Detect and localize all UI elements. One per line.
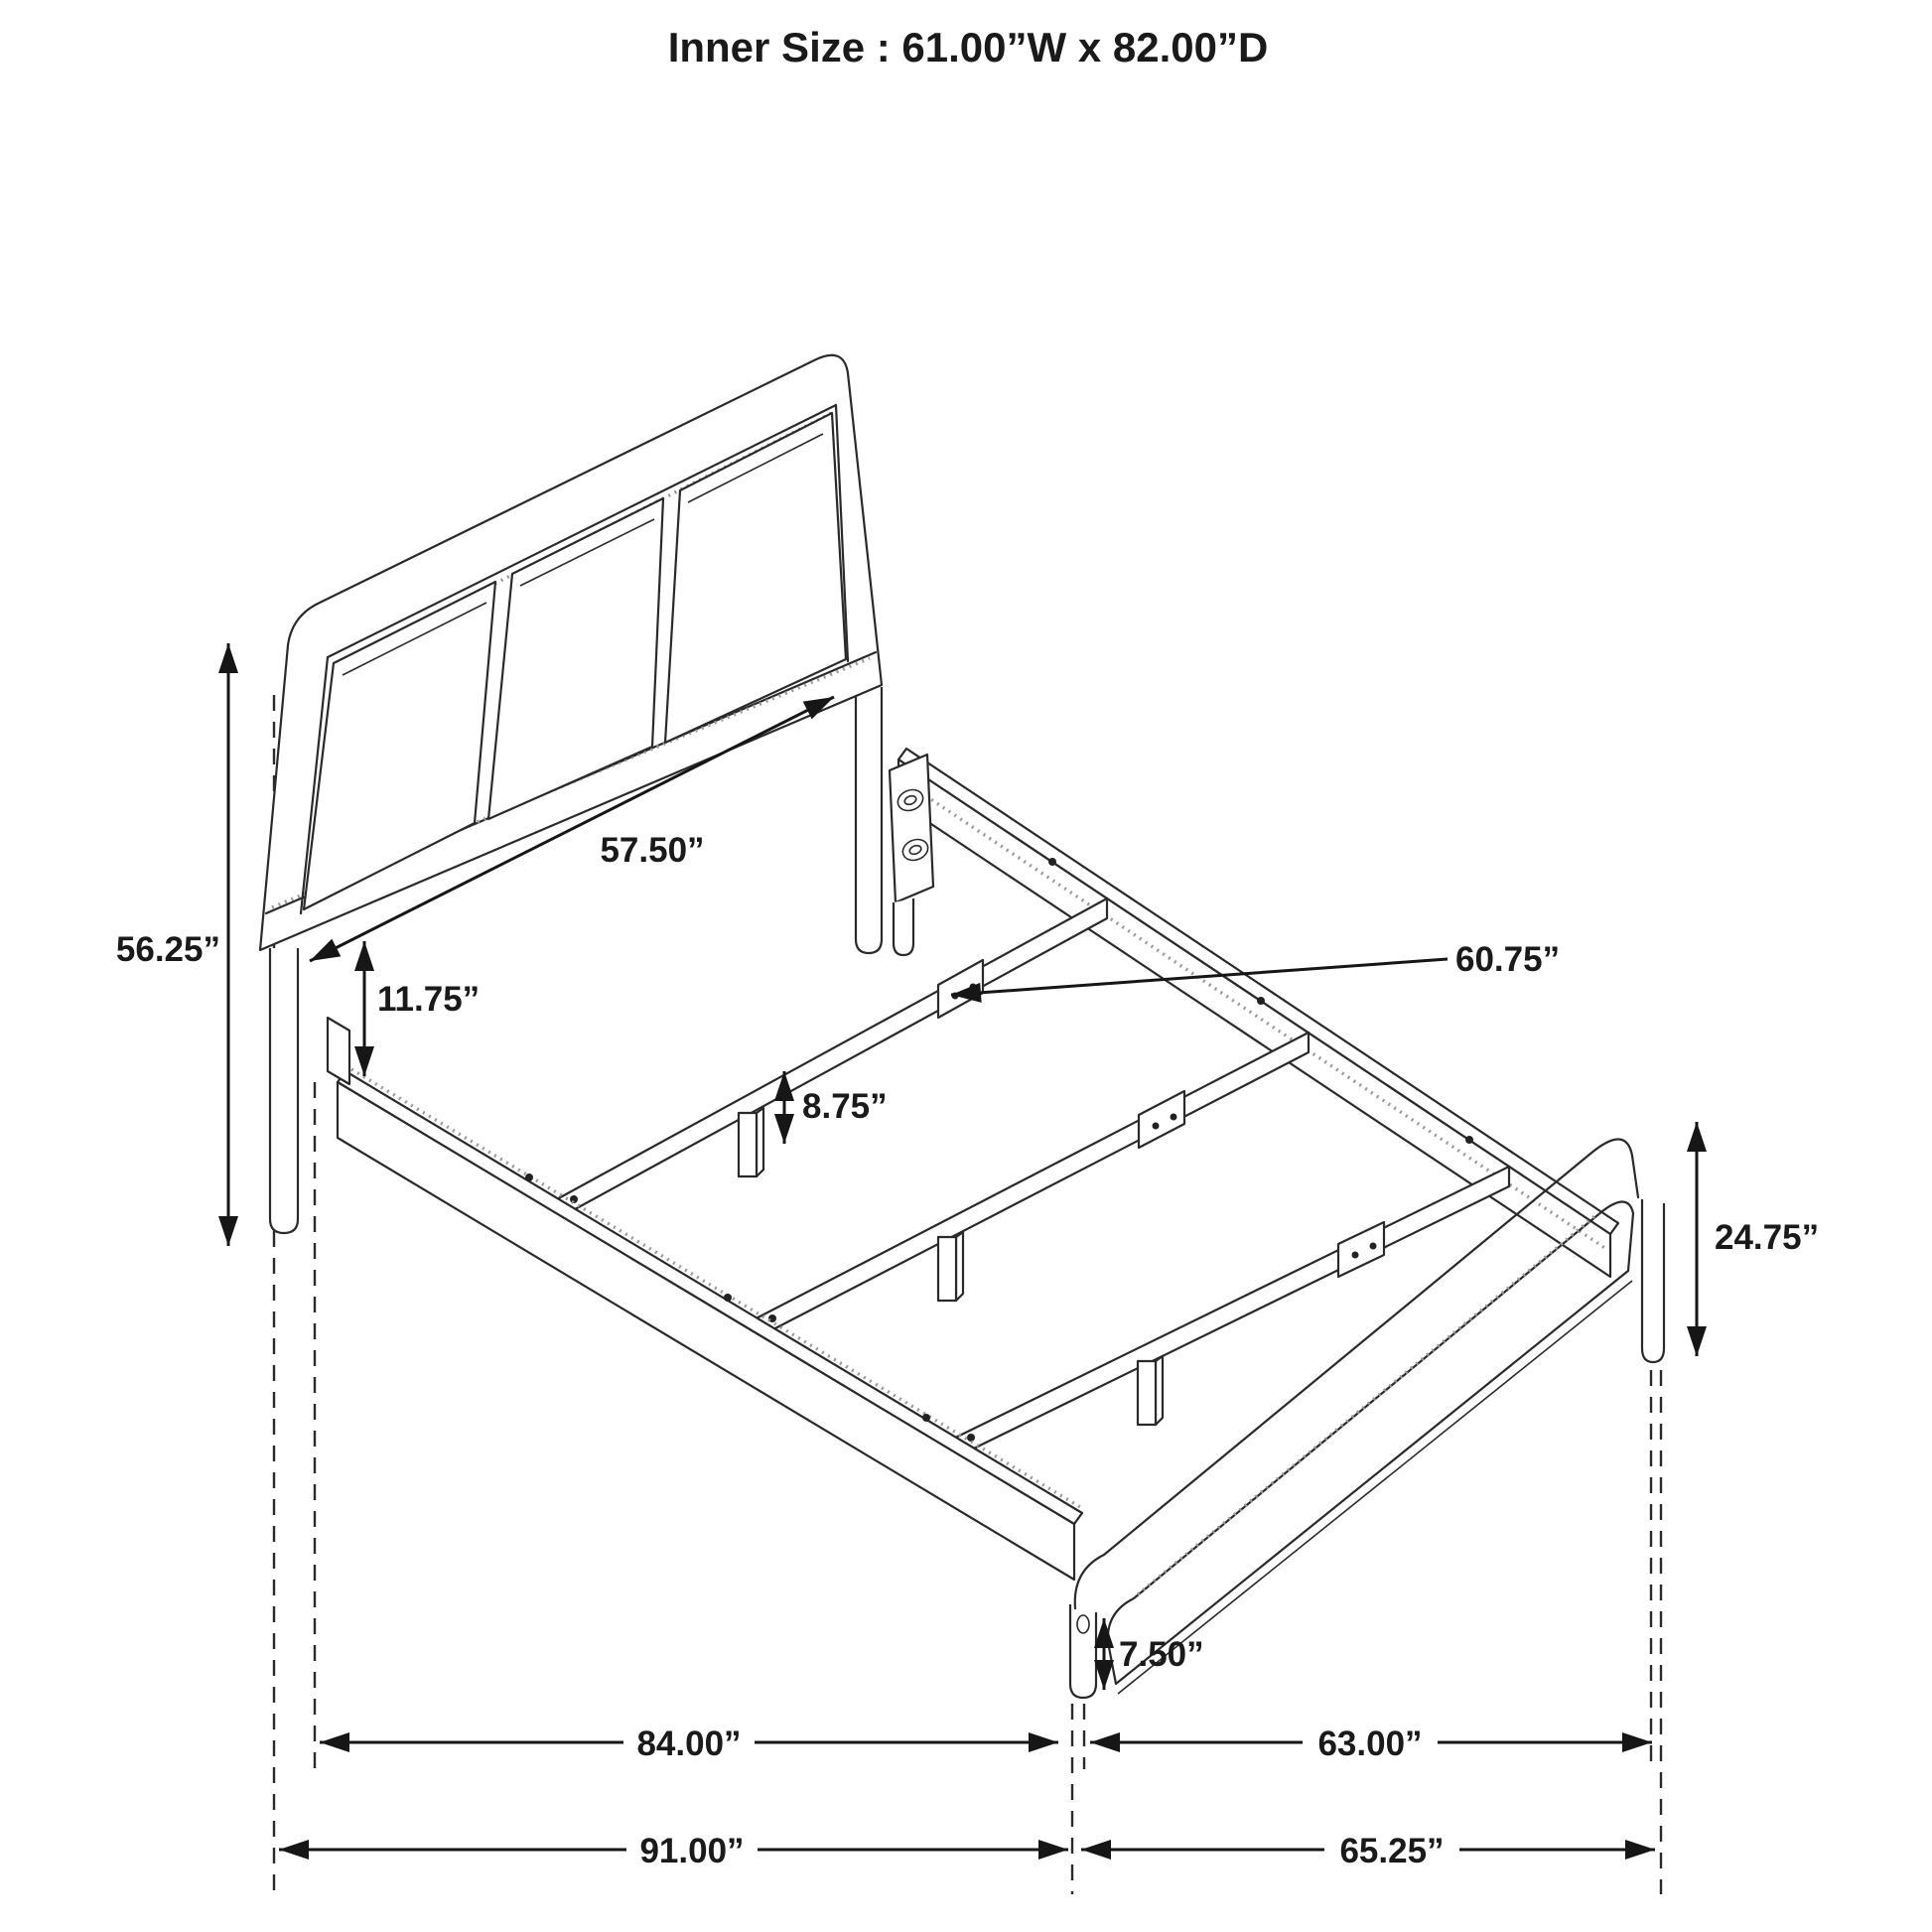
- leg-front-face: [1138, 1361, 1156, 1425]
- slat-joint-plate: [1338, 1222, 1384, 1277]
- dim-overall-width: [1081, 1825, 1655, 1874]
- dim-label: 7.50”: [1119, 1635, 1204, 1674]
- slat-support-leg: [1138, 1356, 1163, 1425]
- slat-support-leg: [938, 1232, 963, 1301]
- page-title: Inner Size : 61.00”W x 82.00”D: [667, 24, 1269, 70]
- screw-dot: [724, 1294, 732, 1302]
- headboard-rear-post: [894, 898, 913, 955]
- bed-slat: [941, 1167, 1509, 1464]
- dim-frame-length: [320, 1718, 1058, 1767]
- slat-joint-plate: [938, 960, 983, 1018]
- dim-footboard-height: [1697, 1122, 1819, 1356]
- screw-dot: [1257, 997, 1265, 1005]
- screw-dot: [1370, 1243, 1377, 1250]
- rail-hook-plate: [328, 1018, 349, 1084]
- dim-label: 60.75”: [1455, 940, 1561, 979]
- screw-dot: [970, 984, 977, 991]
- side-rail-front-board: [338, 1082, 1074, 1580]
- slat-board: [743, 1033, 1309, 1345]
- dim-label: 11.75”: [377, 980, 481, 1019]
- dim-frame-width: [1090, 1718, 1652, 1767]
- footboard-back-leg: [1642, 1199, 1664, 1362]
- dim-label: 56.25”: [115, 930, 220, 969]
- slat-board: [544, 898, 1107, 1226]
- footboard-bottom-rail: [1118, 1281, 1632, 1694]
- side-rail-front-top-face: [338, 1071, 1082, 1524]
- headboard-front-leg: [270, 948, 298, 1233]
- screw-dot: [525, 1173, 533, 1181]
- dim-label: 91.00”: [639, 1832, 745, 1870]
- dimensions: [116, 24, 1819, 1874]
- screw-dot: [1465, 1136, 1473, 1144]
- footboard-front-leg: [1070, 1604, 1096, 1698]
- screw-dot: [922, 1414, 930, 1422]
- dim-headboard-rail-gap: [364, 941, 480, 1076]
- dim-headboard-height: [116, 643, 228, 1246]
- slat-support-leg: [739, 1108, 763, 1176]
- screw-dot: [1352, 1252, 1359, 1259]
- bed-slat: [743, 1033, 1309, 1345]
- dim-footboard-leg-height: [1104, 1618, 1204, 1690]
- dim-overall-length: [279, 1825, 1068, 1874]
- bed-slat: [544, 898, 1107, 1226]
- footboard-panel: [1108, 1213, 1633, 1684]
- headboard-back-leg: [856, 687, 882, 953]
- side-rail-front: [328, 1018, 1082, 1580]
- mounting-bracket: [890, 755, 933, 902]
- bed-slats: [544, 898, 1509, 1464]
- screw-dot: [1171, 1114, 1177, 1121]
- dim-label: 63.00”: [1317, 1725, 1423, 1763]
- screw-dot: [1153, 1123, 1160, 1130]
- dim-label: 84.00”: [636, 1725, 742, 1763]
- footboard-frame-inner: [1108, 1201, 1633, 1642]
- leg-front-face: [739, 1113, 757, 1176]
- leg-front-face: [938, 1237, 956, 1301]
- dim-label: 65.25”: [1339, 1832, 1445, 1870]
- slat-joint-plate: [1139, 1091, 1184, 1148]
- screw-dot: [1048, 858, 1056, 866]
- dim-label: 57.50”: [600, 831, 705, 870]
- dim-label: 8.75”: [802, 1087, 888, 1126]
- dim-label: 24.75”: [1715, 1218, 1820, 1257]
- slat-board: [941, 1167, 1509, 1464]
- screw-dot: [967, 1434, 975, 1442]
